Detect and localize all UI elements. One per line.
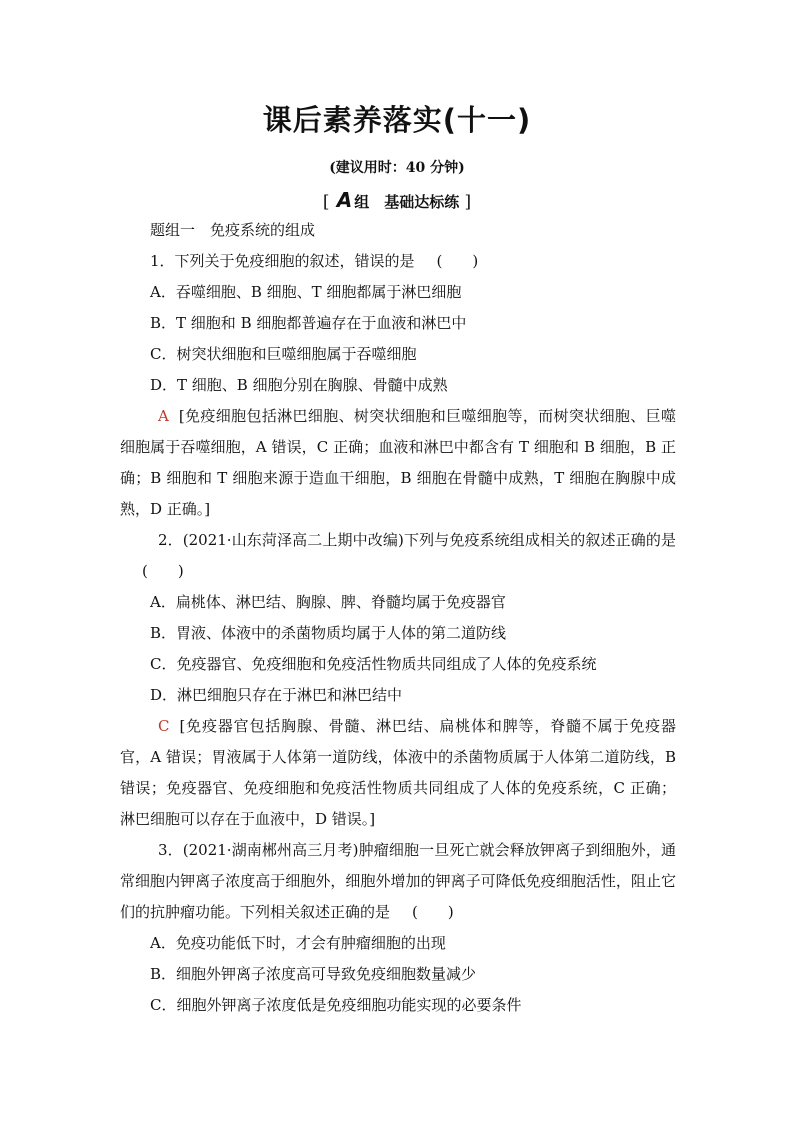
question-3-option-c: C．细胞外钾离子浓度低是免疫细胞功能实现的必要条件 <box>150 996 522 1014</box>
question-1-option-c: C．树突状细胞和巨噬细胞属于吞噬细胞 <box>150 345 417 363</box>
answer-paren: ( ) <box>412 903 454 921</box>
answer-explanation: [免疫细胞包括淋巴细胞、树突状细胞和巨噬细胞等，而树突状细胞、巨噬细胞属于吞噬细胞，A 错误，C 正确；血液和淋巴中都含有 T 细胞和 B 细胞，B 正确；B 细胞和 T 细胞来源于造血干细胞，B 细胞在骨髓中成熟，T 细胞在胸腺中成熟，D 正确。] <box>120 407 676 518</box>
page-title: 课后素养落实(十一) <box>262 103 532 137</box>
question-3-option-b: B．细胞外钾离子浓度高可导致免疫细胞数量减少 <box>150 965 477 983</box>
question-3-option-a: A．免疫功能低下时，才会有肿瘤细胞的出现 <box>150 934 446 952</box>
question-stem-text: 2．(2021·山东菏泽高二上期中改编)下列与免疫系统组成相关的叙述正确的是 <box>158 531 676 549</box>
question-2-option-b: B．胃液、体液中的杀菌物质均属于人体的第二道防线 <box>150 624 507 642</box>
question-1-option-b: B．T 细胞和 B 细胞都普遍存在于血液和淋巴中 <box>150 314 467 332</box>
group-bracket-right: ] <box>464 192 472 212</box>
question-stem-text: 1．下列关于免疫细胞的叙述，错误的是 <box>150 252 415 270</box>
group-heading <box>0 188 794 212</box>
question-2-stem <box>120 525 676 587</box>
question-2-answer <box>120 711 676 835</box>
answer-letter: A <box>158 407 169 425</box>
question-3-stem <box>120 835 676 928</box>
group-text: 组 基础达标练 <box>354 193 460 211</box>
question-2-option-a: A．扁桃体、淋巴结、胸腺、脾、脊髓均属于免疫器官 <box>150 593 506 611</box>
question-content <box>120 215 676 1021</box>
question-1-option-a: A．吞噬细胞、B 细胞、T 细胞都属于淋巴细胞 <box>150 283 462 301</box>
question-2-option-d: D．淋巴细胞只存在于淋巴和淋巴结中 <box>150 686 403 704</box>
question-2-option-c: C．免疫器官、免疫细胞和免疫活性物质共同组成了人体的免疫系统 <box>150 655 597 673</box>
question-1-answer <box>120 401 676 525</box>
answer-explanation: [免疫器官包括胸腺、骨髓、淋巴结、扁桃体和脾等，脊髓不属于免疫器官，A 错误；胃液属于人体第一道防线，体液中的杀菌物质属于人体第二道防线，B 错误；免疫器官、免疫细胞和免疫活性物质共同组成了人体的免疫系统，C 正确；淋巴细胞可以存在于血液中，D 错误。] <box>120 717 676 828</box>
answer-paren: ( ) <box>436 252 479 270</box>
section-heading: 题组一 免疫系统的组成 <box>150 221 316 239</box>
answer-letter: C <box>158 717 170 735</box>
answer-paren: ( ) <box>142 562 184 580</box>
group-letter: A <box>336 188 353 212</box>
question-1-stem <box>120 246 676 277</box>
question-1-option-d: D．T 细胞、B 细胞分别在胸腺、骨髓中成熟 <box>150 376 448 394</box>
question-stem-text: 3．(2021·湖南郴州高三月考)肿瘤细胞一旦死亡就会释放钾离子到细胞外，通常细胞内钾离子浓度高于细胞外，细胞外增加的钾离子可降低免疫细胞活性，阻止它们的抗肿瘤功能。下列相关叙述正确的是 <box>120 841 676 921</box>
time-suggestion: (建议用时：40 分钟) <box>329 160 465 176</box>
group-bracket-left: [ <box>322 192 330 212</box>
